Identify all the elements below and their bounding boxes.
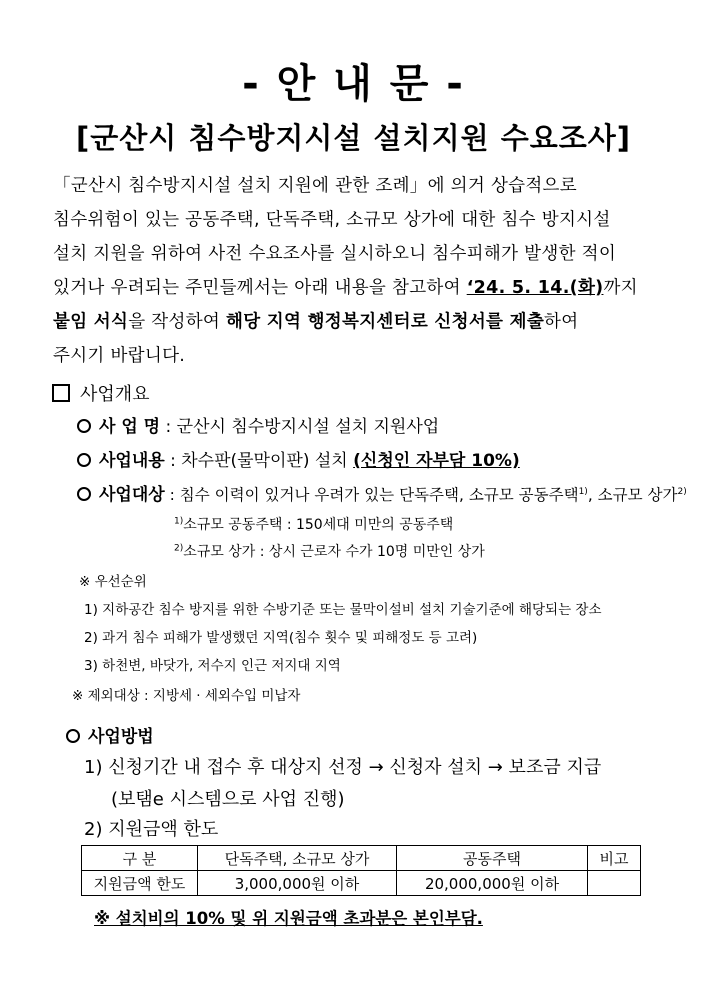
project-target-value: , 소규모 상가 <box>587 486 678 504</box>
method-step-2: 2) 지원금액 한도 <box>84 819 219 840</box>
method-heading-label: 사업방법 <box>88 727 154 747</box>
project-name-label: 사 업 명 <box>99 417 161 437</box>
footnote-1-text: 소규모 공동주택 : 150세대 미만의 공동주택 <box>183 517 454 533</box>
self-pay-note: (신청인 자부담 10%) <box>353 451 520 471</box>
table-header-row <box>82 846 641 871</box>
table-header: 비고 <box>588 846 641 871</box>
deadline-date: ‘24. 5. 14.(화) <box>466 278 604 298</box>
table-cell: 3,000,000원 이하 <box>198 871 397 896</box>
table-cell <box>588 871 641 896</box>
project-target-label: 사업대상 <box>99 485 165 505</box>
intro-text: 까지 <box>603 278 638 298</box>
project-content-label: 사업내용 <box>99 451 165 471</box>
footnote-2-marker: 2) <box>174 543 184 554</box>
footnote-2 <box>174 541 485 561</box>
footnote-ref-2: 2) <box>677 486 687 497</box>
page-title: - 안 내 문 - <box>242 61 465 107</box>
method-step-1-sub: (보탬e 시스템으로 사업 진행) <box>111 789 345 810</box>
submission-instruction: 해당 지역 행정복지센터로 신청서를 제출 <box>225 312 545 332</box>
table-row <box>82 871 641 896</box>
intro-text: 을 작성하여 <box>128 312 226 332</box>
footnote-2-text: 소규모 상가 : 상시 근로자 수가 10명 미만인 상가 <box>183 544 485 560</box>
self-pay-final-note: ※ 설치비의 10% 및 위 지원금액 초과분은 본인부담. <box>94 909 483 928</box>
table-header: 단독주택, 소규모 상가 <box>198 846 397 871</box>
project-content-row <box>77 446 520 471</box>
table-cell: 지원금액 한도 <box>82 871 198 896</box>
table-header: 구 분 <box>82 846 198 871</box>
priority-item-3: 3) 하천변, 바닷가, 저수지 인근 저지대 지역 <box>84 658 341 674</box>
intro-line-5 <box>53 308 663 333</box>
footnote-ref-1: 1) <box>578 486 588 497</box>
priority-heading: ※ 우선순위 <box>79 574 147 590</box>
project-name-row <box>77 412 439 437</box>
intro-line-6: 주시기 바랍니다. <box>53 346 186 366</box>
circle-bullet-icon <box>66 729 80 743</box>
intro-line-2: 침수위험이 있는 공동주택, 단독주택, 소규모 상가에 대한 침수 방지시설 <box>53 210 611 230</box>
circle-bullet-icon <box>77 487 91 501</box>
project-target-value: : 침수 이력이 있거나 우려가 있는 단독주택, 소규모 공동주택 <box>169 486 579 504</box>
intro-line-3: 설치 지원을 위하여 사전 수요조사를 실시하오니 침수피해가 발생한 적이 <box>53 244 617 264</box>
footnote-1-marker: 1) <box>174 516 184 527</box>
intro-line-1: 「군산시 침수방지시설 설치 지원에 관한 조례」에 의거 상습적으로 <box>53 176 577 196</box>
intro-text: 있거나 우려되는 주민들께서는 아래 내용을 참고하여 <box>53 278 467 298</box>
exclusion-note: ※ 제외대상 : 지방세 · 세외수입 미납자 <box>72 688 301 704</box>
method-heading <box>66 722 154 747</box>
support-limit-table <box>81 845 641 896</box>
circle-bullet-icon <box>77 453 91 467</box>
intro-line-4 <box>53 274 663 299</box>
method-step-1: 1) 신청기간 내 접수 후 대상지 선정 → 신청자 설치 → 보조금 지급 <box>84 757 602 778</box>
project-content-value: : 차수판(물막이판) 설치 <box>170 451 354 471</box>
circle-bullet-icon <box>77 419 91 433</box>
intro-text: 하여 <box>544 312 579 332</box>
priority-item-2: 2) 과거 침수 피해가 발생했던 지역(침수 횟수 및 피해정도 등 고려) <box>84 630 478 646</box>
project-target-row <box>77 480 687 505</box>
overview-heading <box>52 380 150 406</box>
overview-heading-label: 사업개요 <box>80 384 150 405</box>
table-cell: 20,000,000원 이하 <box>397 871 588 896</box>
priority-item-1: 1) 지하공간 침수 방지를 위한 수방기준 또는 물막이설비 설치 기술기준에 해당되는 장소 <box>84 602 602 618</box>
project-name-value: : 군산시 침수방지시설 설치 지원사업 <box>165 417 440 437</box>
table-header: 공동주택 <box>397 846 588 871</box>
footnote-1 <box>174 514 453 534</box>
checkbox-square-icon <box>52 384 70 402</box>
attachment-form: 붙임 서식 <box>53 312 129 332</box>
page-subtitle: [군산시 침수방지시설 설치지원 수요조사] <box>75 121 632 155</box>
